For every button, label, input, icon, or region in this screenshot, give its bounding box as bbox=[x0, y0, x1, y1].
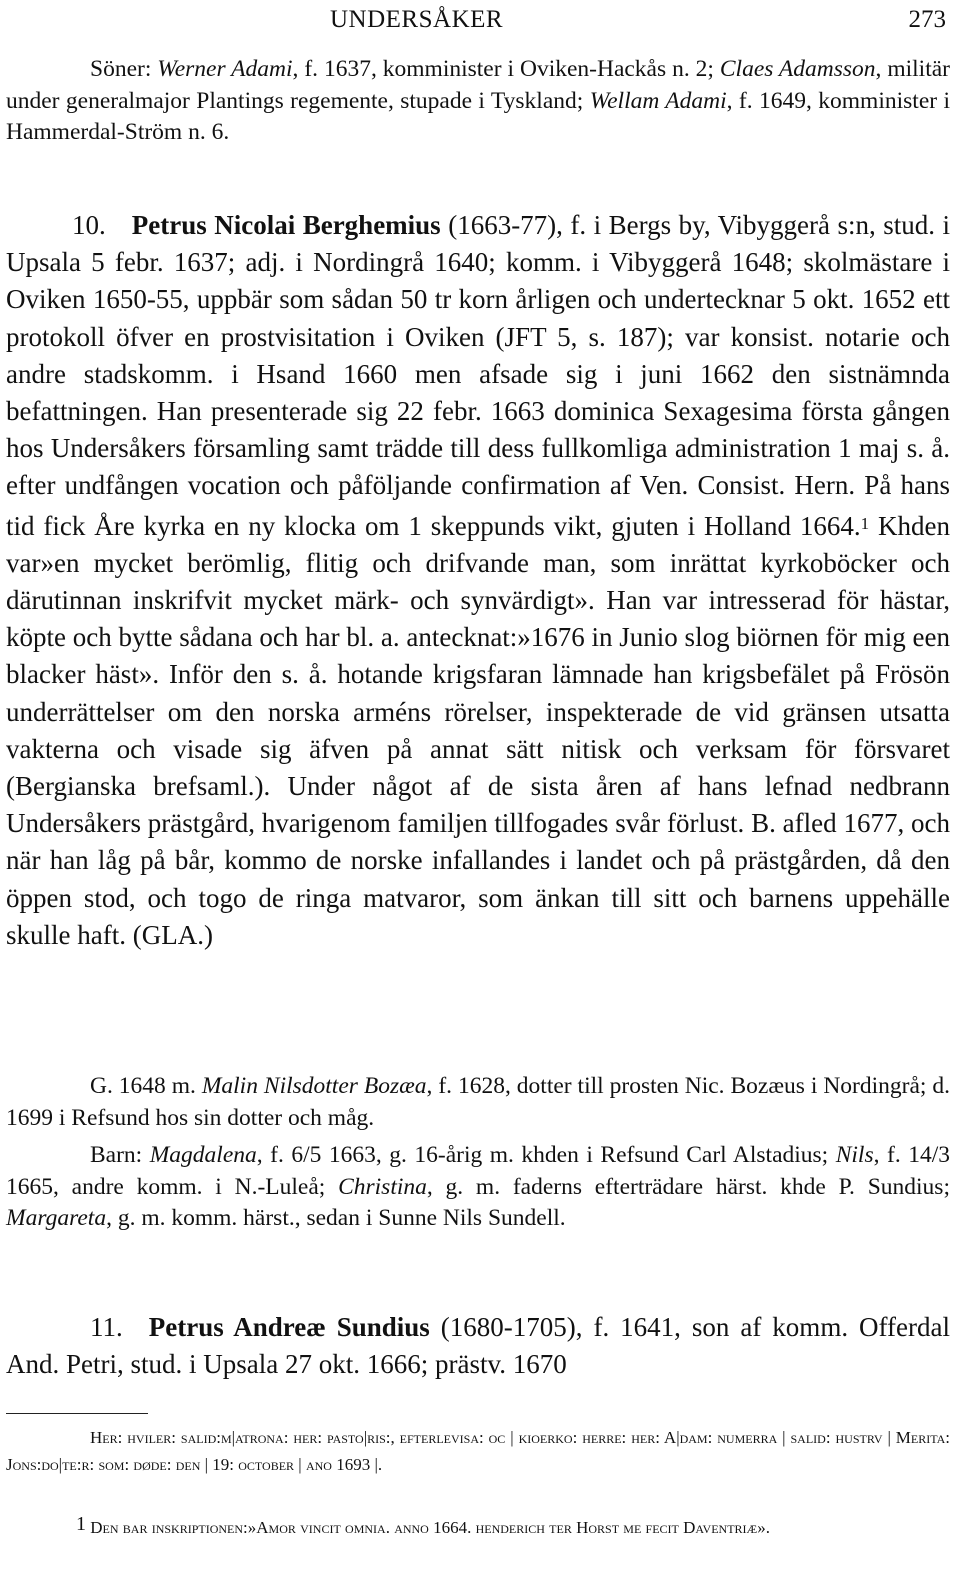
footnote-mark: 1 bbox=[76, 1513, 86, 1535]
marriage-paragraph bbox=[6, 1071, 950, 1134]
running-title: UNDERSÅKER bbox=[330, 6, 504, 33]
entry-number: 10. bbox=[72, 210, 106, 240]
child-name: Margareta bbox=[6, 1205, 107, 1231]
child-name: Nils bbox=[835, 1142, 874, 1168]
entry-text: (1680-1705), f. 1641, son af komm. Offerdal And. Petri, stud. i Upsala 27 okt. 1666; prästv. 1670 bbox=[6, 1312, 950, 1380]
entry-text: (1663-77), f. i Bergs by, Vibyggerå s:n, stud. i Upsala 5 febr. 1637; adj. i Nordingrå 1640; komm. i Vibyggerå 1648; skolmästare i Oviken 1650-55, uppbär som sådan 50 tr korn årligen och undertecknar 5 okt. 1652 ett protokoll öfver en prostvisitation i Oviken (JFT 5, s. 187); var konsist. notarie och andre stadskomm. i Hsand 1660 men afsade sig i juni 1662 den sistnämnda befattningen. Han presenterade sig 22 febr. 1663 dominica Sexagesima första gången hos Undersåkers församling samt trädde till dess fullkomliga administration 1 maj s. å. efter undfången vocation och påföljande confirmation af Ven. Consist. Hern. På hans tid fick Åre kyrka en ny klocka om 1 skeppunds vikt, gjuten i Holland 1664. bbox=[6, 210, 950, 541]
son-name: Wellam Adami bbox=[589, 87, 727, 114]
son-text: , f. 1637, komminister i Oviken-Hackås n. 2; bbox=[292, 56, 720, 82]
footnote-reference: 1 bbox=[860, 513, 870, 533]
entry-number: 11. bbox=[90, 1312, 123, 1342]
footnote bbox=[6, 1511, 950, 1541]
child-text: , f. 14/3 1665, andre komm. i N.-Luleå; bbox=[6, 1142, 950, 1200]
entry-name: Petrus Andreæ Sundius bbox=[148, 1312, 430, 1342]
son-text: , militär under generalmajor Plantings regemente, stupade i Tyskland; bbox=[6, 56, 950, 114]
entry-11-paragraph bbox=[6, 1309, 950, 1383]
marriage-text: G. 1648 m. bbox=[90, 1073, 202, 1099]
footnote-divider bbox=[6, 1413, 148, 1414]
child-name: Magdalena bbox=[149, 1142, 257, 1168]
page-number: 273 bbox=[908, 6, 946, 33]
child-text: , f. 6/5 1663, g. 16-årig m. khden i Refsund Carl Alstadius; bbox=[256, 1142, 836, 1168]
entry-10-paragraph bbox=[6, 207, 950, 954]
child-name: Christina bbox=[338, 1173, 427, 1200]
footnote-text: Den bar inskriptionen:»Amor vincit omnia. anno 1664. henderich ter Horst me fecit Daventriæ». bbox=[86, 1518, 770, 1537]
child-text: , g. m. faderns efterträdare härst. khde P. Sundius; bbox=[426, 1173, 950, 1200]
son-text: , f. 1649, komminister i Hammerdal-Ström n. 6. bbox=[6, 87, 950, 145]
wife-name: Malin Nilsdotter Bozæa bbox=[201, 1073, 427, 1099]
children-paragraph bbox=[6, 1140, 950, 1235]
entry-text-continued: Khden var»en mycket berömlig, flitig och drifvande man, som inrättat kyrkoböcker och därutinnan inskrifvit mycket märk- och synvärdigt». Han var intresserad för hästar, köpte och bytte sådana och har bl. a. antecknat:»1676 in Junio slog biörnen för mig een blacker häst». Inför den s. å. hotande krigsfaran lämnade han krigsbefälet på Frösön underrättelser om den norska arméns rörelser, inspekterade de vid gränsen utsatta vakterna och visade sig äfven på annat sätt nitisk och verksam för försvaret (Bergianska brefsaml.). Under något af de sista åren af hans lefnad nedbrann Undersåkers prästgård, hvarigenom familjen tillfogades svår förlust. B. afled 1677, och när han låg på bår, kommo de norske infallandes i landet och på prästgården, då den öppen stod, och togo de ringa matvaror, som änkan till sitt och barnens uppehälle skulle haft. (GLA.) bbox=[6, 510, 951, 950]
child-text: , g. m. komm. härst., sedan i Sunne Nils Sundell. bbox=[106, 1205, 566, 1231]
children-lead: Barn: bbox=[90, 1142, 150, 1168]
sons-lead: Söner: bbox=[90, 56, 158, 82]
inscription-note: Her: hviler: salid:m|atrona: her: pasto|ris:, efterlevisa: oc | kioerko: herre: her: A|dam: numerra | salid: hustrv | Merita: Jons:do|te:r: som: døde: den | 19: october | ano 1693 |. bbox=[6, 1428, 950, 1474]
sons-paragraph bbox=[6, 54, 950, 149]
marriage-text: , f. 1628, dotter till prosten Nic. Bozæus i Nordingrå; d. 1699 i Refsund hos sin dotter och måg. bbox=[6, 1073, 950, 1131]
page-header bbox=[0, 6, 960, 36]
entry-name: Petrus Nicolai Berghemius bbox=[131, 210, 441, 240]
son-name: Werner Adami bbox=[157, 56, 293, 82]
son-name: Claes Adamsson bbox=[719, 56, 876, 82]
